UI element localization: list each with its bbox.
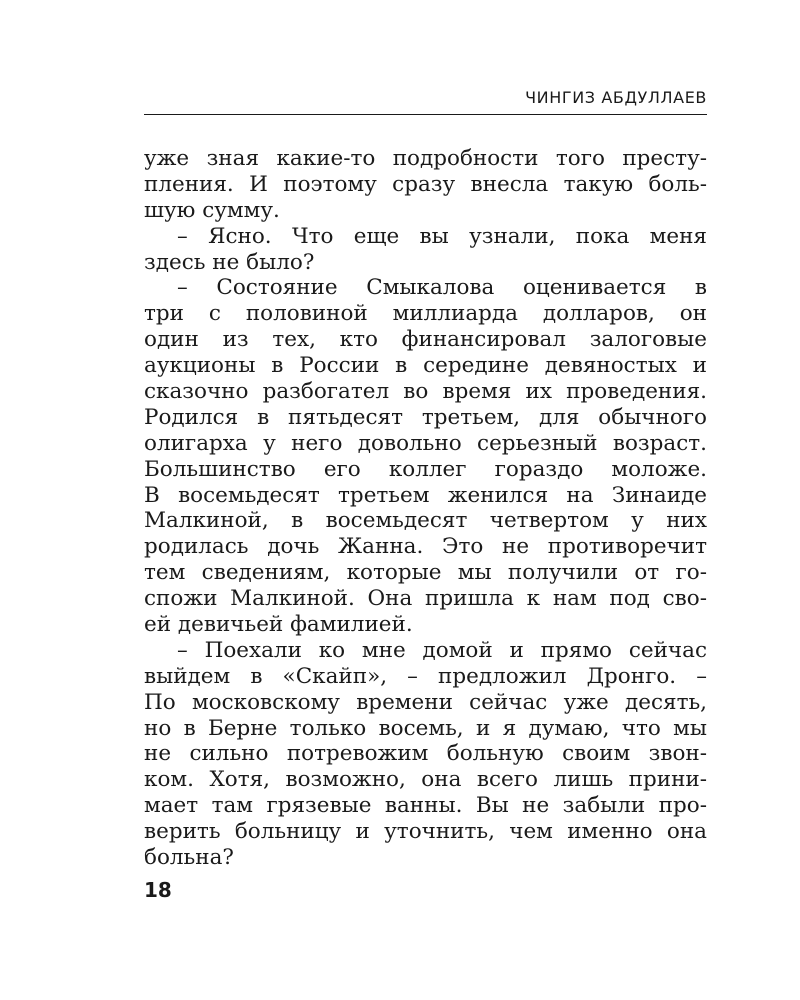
body-text [144, 146, 707, 871]
text-line: мает там грязевые ванны. Вы не забыли про- [144, 793, 707, 819]
text-line: больна? [144, 845, 234, 871]
page-number: 18 [144, 878, 172, 902]
text-line: не сильно потревожим больную своим звон- [144, 741, 707, 767]
text-line: ком. Хотя, возможно, она всего лишь прини- [144, 767, 707, 793]
text-line: аукционы в России в середине девяностых и [144, 353, 707, 379]
text-line: Малкиной, в восемьдесят четвертом у них [144, 508, 707, 534]
text-line: уже зная какие-то подробности того престу- [144, 146, 707, 171]
text-line: здесь не было? [144, 249, 315, 275]
text-line: тем сведениям, которые мы получили от го- [144, 560, 707, 586]
text-line: Родился в пятьдесят третьем, для обычного [144, 404, 707, 430]
text-line: выйдем в «Скайп», – предложил Дронго. – [144, 663, 707, 689]
text-line: спожи Малкиной. Она пришла к нам под сво- [144, 586, 707, 612]
text-line: В восемьдесят третьем женился на Зинаиде [144, 482, 707, 508]
text-line: – Поехали ко мне домой и прямо сейчас [177, 637, 707, 663]
text-line: – Ясно. Что еще вы узнали, пока меня [177, 223, 707, 249]
text-line: ей девичьей фамилией. [144, 612, 413, 638]
text-line: три с половиной миллиарда долларов, он [144, 301, 707, 327]
header-rule [144, 114, 707, 115]
text-line: По московскому времени сейчас уже десять, [144, 689, 707, 715]
text-line: сказочно разбогател во время их проведения. [144, 379, 707, 405]
text-line: шую сумму. [144, 197, 280, 223]
running-head: ЧИНГИЗ АБДУЛЛАЕВ [525, 88, 707, 107]
text-line: родилась дочь Жанна. Это не противоречит [144, 534, 707, 560]
text-line: Большинство его коллег гораздо моложе. [144, 456, 707, 482]
text-line: – Состояние Смыкалова оценивается в [177, 275, 707, 301]
text-line: олигарха у него довольно серьезный возраст. [144, 430, 707, 456]
text-line: но в Берне только восемь, и я думаю, что мы [144, 715, 707, 741]
text-line: пления. И поэтому сразу внесла такую боль- [144, 171, 707, 197]
text-line: верить больницу и уточнить, чем именно она [144, 819, 707, 845]
text-line: один из тех, кто финансировал залоговые [144, 327, 707, 353]
